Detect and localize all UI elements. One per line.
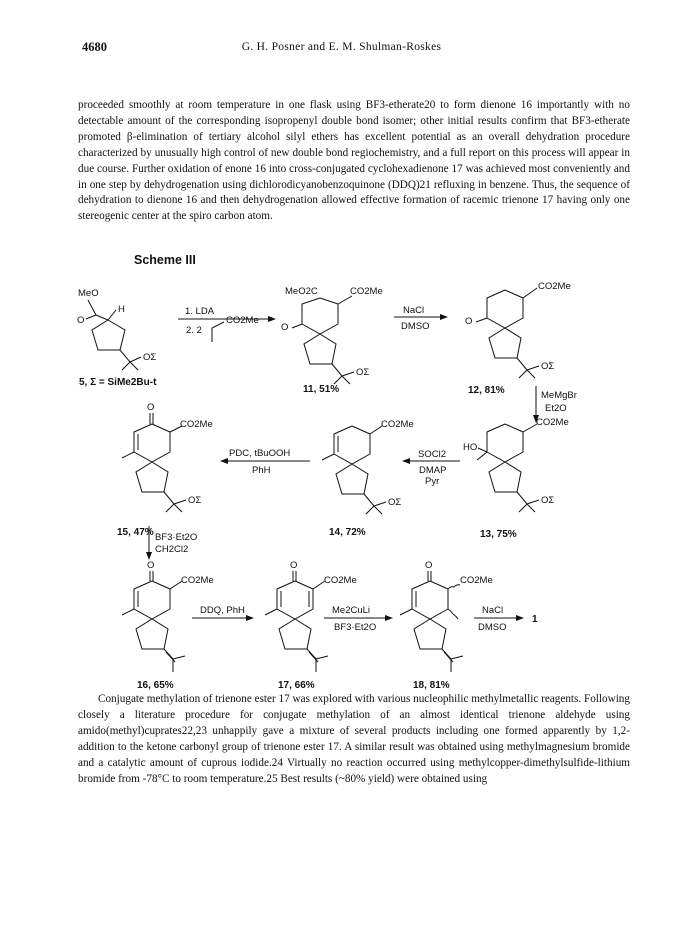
arrow-14-to-15 <box>220 448 310 476</box>
atom-label-osigma: OΣ <box>143 352 157 363</box>
arrow-11-to-12 <box>394 305 448 332</box>
reagent-bf3: BF3·Et2O <box>155 532 198 543</box>
compound-label-15: 15, 47% <box>117 527 154 538</box>
reagent-bf3-et2o: BF3·Et2O <box>334 622 377 633</box>
reagent-me2culi: Me2CuLi <box>332 605 371 616</box>
compound-label-17: 17, 66% <box>278 680 315 691</box>
arrow-13-to-14 <box>402 449 460 487</box>
structure-11 <box>281 286 383 395</box>
closing-paragraph <box>78 692 630 787</box>
closing-paragraph-text: Conjugate methylation of trienone ester 17 was explored with various nucleophilic methylmetallic reagents. Following closely a literature procedure for conjugate methylation of an almost identical trienone aldehyde using amido(methyl)cuprates22,23 unhappily gave a mixture of several products including one formed apparently by 1,2-addition to the ketone carbonyl group of trienone ester 17. A similar result was obtained using methylmagnesium bromide and a catalytic amount of cuprous iodide.24 Virtually no reaction occurred using methylcopper-dimethylsulfide-lithium bromide from -78°C to room temperature.25 Best results (~80% yield) were obtained using <box>78 693 630 785</box>
atom-label-co2me: CO2Me <box>460 575 493 586</box>
compound-label-16: 16, 65% <box>137 680 174 691</box>
scheme-title: Scheme III <box>134 253 196 267</box>
reagent-nacl: NaCl <box>403 305 425 316</box>
page-number: 4680 <box>82 40 107 54</box>
arrow-5-to-11 <box>178 306 276 342</box>
atom-label-o: O <box>290 560 298 571</box>
atom-label-co2me: CO2Me <box>181 575 214 586</box>
atom-label-co2me: CO2Me <box>538 281 571 292</box>
atom-label-meo: MeO <box>78 288 99 299</box>
compound-label-14: 14, 72% <box>329 527 366 538</box>
atom-label-osigma: OΣ <box>388 497 402 508</box>
reagent-et2o: Et2O <box>545 403 567 414</box>
structure-13 <box>463 417 569 540</box>
structure-14 <box>322 419 414 538</box>
reagent-acrylate: 2. 2 <box>186 325 202 336</box>
reagent-dmap: DMAP <box>419 465 447 476</box>
running-header <box>0 40 683 58</box>
reagent-nacl-2: NaCl <box>482 605 504 616</box>
intro-paragraph <box>78 98 630 225</box>
reagent-pdc: PDC, tBuOOH <box>229 448 291 459</box>
reagent-ch2cl2: CH2Cl2 <box>155 544 189 555</box>
atom-label-osigma: OΣ <box>541 361 555 372</box>
structure-16 <box>122 560 214 691</box>
compound-label-18: 18, 81% <box>413 680 450 691</box>
compound-label-12: 12, 81% <box>468 385 505 396</box>
structure-12 <box>465 281 571 396</box>
running-title: G. H. Posner and E. M. Shulman-Roskes <box>241 41 442 53</box>
product-label-1: 1 <box>532 614 538 625</box>
reagent-socl2: SOCl2 <box>418 449 446 460</box>
structure-5 <box>77 288 157 388</box>
atom-label-o: O <box>281 322 289 333</box>
atom-label-o: O <box>147 560 155 571</box>
reagent-ddq: DDQ, PhH <box>200 605 245 616</box>
atom-label-meo2c: MeO2C <box>285 286 318 297</box>
atom-label-ho: HO <box>463 442 478 453</box>
arrow-16-to-17 <box>192 605 254 621</box>
reaction-scheme <box>0 262 683 694</box>
reagent-lda: 1. LDA <box>185 306 215 317</box>
compound-label-5: 5, Σ = SiMe2Bu-t <box>79 377 157 388</box>
atom-label-co2me: CO2Me <box>226 315 259 326</box>
arrow-18-to-1 <box>474 605 538 633</box>
reagent-pyr: Pyr <box>425 476 440 487</box>
structure-15 <box>117 402 213 538</box>
atom-label-o: O <box>425 560 433 571</box>
atom-label-o: O <box>147 402 155 413</box>
atom-label-osigma: OΣ <box>541 495 555 506</box>
compound-label-11: 11, 51% <box>303 384 340 395</box>
atom-label-osigma: OΣ <box>188 495 202 506</box>
atom-label-co2me: CO2Me <box>350 286 383 297</box>
arrow-17-to-18 <box>324 605 393 633</box>
atom-label-o: O <box>77 315 85 326</box>
reagent-dmso-2: DMSO <box>478 622 507 633</box>
compound-label-13: 13, 75% <box>480 529 517 540</box>
reagent-memgbr: MeMgBr <box>541 390 577 401</box>
atom-label-osigma: OΣ <box>356 367 370 378</box>
atom-label-co2me: CO2Me <box>381 419 414 430</box>
intro-paragraph-text: proceeded smoothly at room temperature in one flask using BF3-etherate20 to form dienone 16 importantly with no detectable amount of the corresponding isopropenyl double bond isomer; other initial results confirm that BF3-etherate promoted β-elimination of tertiary alcohol silyl ethers has excellent potential as an overall dehydration procedure characterized by unusually high control of new double bond regiochemistry, and a full report on this process will appear in due course. Further oxidation of enone 16 into cross-conjugated cyclohexadienone 17 was achieved most conveniently and in one step by dehydrogenation using dichlorodicyanobenzoquinone (DDQ)21 refluxing in benzene. Thus, the sequence of dehydration to dienone 16 and then dehydrogenation allowed effective formation of racemic trienone 17 having only one stereogenic center at the spiro carbon atom. <box>78 99 630 223</box>
atom-label-co2me: CO2Me <box>324 575 357 586</box>
atom-label-h: H <box>118 304 125 315</box>
reagent-dmso: DMSO <box>401 321 430 332</box>
reagent-phh: PhH <box>252 465 271 476</box>
atom-label-o: O <box>465 316 473 327</box>
atom-label-co2me: CO2Me <box>536 417 569 428</box>
atom-label-co2me: CO2Me <box>180 419 213 430</box>
